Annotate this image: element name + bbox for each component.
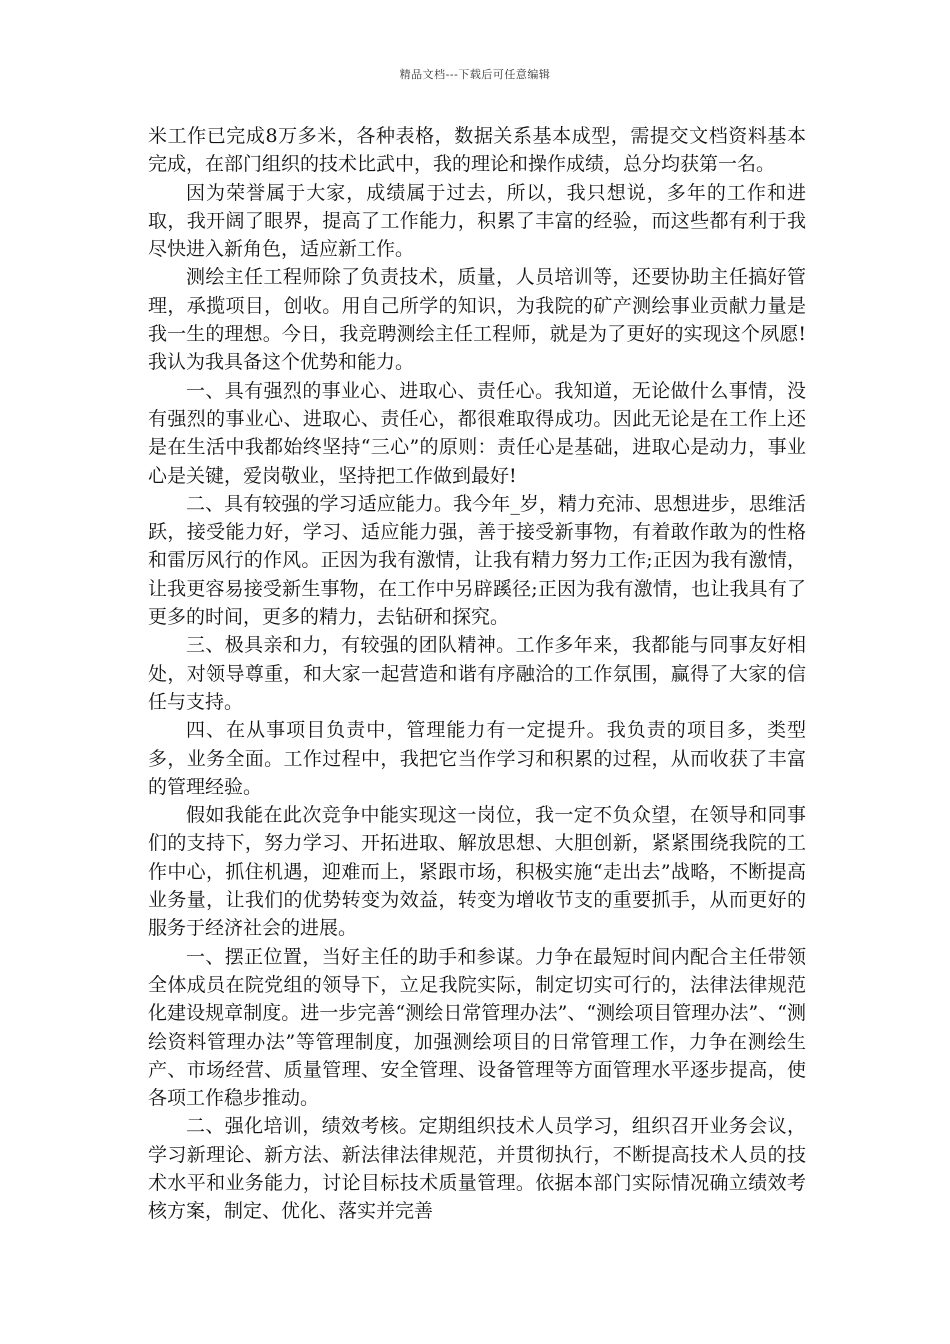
document-body bbox=[148, 122, 806, 1226]
paragraph-role-duties: 测绘主任工程师除了负责技术，质量，人员培训等，还要协助主任搞好管理，承揽项目，创收。用自己所学的知识，为我院的矿产测绘事业贡献力量是我一生的理想。今日，我竞聘测绘主任工程师，就是为了更好的实现这个夙愿!我认为我具备这个优势和能力。 bbox=[148, 266, 806, 374]
paragraph-point-4: 四、在从事项目负责中，管理能力有一定提升。我负责的项目多，类型多，业务全面。工作过程中，我把它当作学习和积累的过程，从而收获了丰富的管理经验。 bbox=[148, 719, 806, 798]
paragraph-continuation: 米工作已完成8万多米，各种表格，数据关系基本成型，需提交文档资料基本完成，在部门组织的技术比武中，我的理论和操作成绩，总分均获第一名。 bbox=[148, 125, 806, 176]
paragraph-point-2: 二、具有较强的学习适应能力。我今年_岁，精力充沛、思想进步，思维活跃，接受能力好，学习、适应能力强，善于接受新事物，有着敢作敢为的性格和雷厉风行的作风。正因为我有激情，让我有精力努力工作;正因为我有激情，让我更容易接受新生事物，在工作中另辟蹊径;正因为我有激情，也让我具有了更多的时间，更多的精力，去钻研和探究。 bbox=[148, 492, 806, 629]
page-header: 精品文档---下载后可任意编辑 bbox=[399, 68, 551, 81]
paragraph-commitment: 假如我能在此次竞争中能实现这一岗位，我一定不负众望，在领导和同事们的支持下，努力学习、开拓进取、解放思想、大胆创新，紧紧围绕我院的工作中心，抓住机遇，迎难而上，紧跟市场，积极实施“走出去”战略，不断提高业务量，让我们的优势转变为效益，转变为增收节支的重要抓手，从而更好的服务于经济社会的进展。 bbox=[148, 804, 806, 940]
paragraph-point-1: 一、具有强烈的事业心、进取心、责任心。我知道，无论做什么事情，没有强烈的事业心、进取心、责任心，都很难取得成功。因此无论是在工作上还是在生活中我都始终坚持“三心”的原则：责任心是基础，进取心是动力，事业心是关键，爱岗敬业，坚持把工作做到最好! bbox=[148, 379, 806, 487]
paragraph-plan-2: 二、强化培训，绩效考核。定期组织技术人员学习，组织召开业务会议，学习新理论、新方法、新法律法律规范，并贯彻执行，不断提高技术人员的技术水平和业务能力，讨论目标技术质量管理。依据本部门实际情况确立绩效考核方案，制定、优化、落实并完善 bbox=[148, 1115, 806, 1223]
paragraph-honor: 因为荣誉属于大家，成绩属于过去，所以，我只想说，多年的工作和进取，我开阔了眼界，提高了工作能力，积累了丰富的经验，而这些都有利于我尽快进入新角色，适应新工作。 bbox=[148, 181, 806, 261]
paragraph-plan-1: 一、摆正位置，当好主任的助手和参谋。力争在最短时间内配合主任带领全体成员在院党组的领导下，立足我院实际，制定切实可行的，法律法律规范化建设规章制度。进一步完善“测绘日常管理办法”、“测绘项目管理办法”、“测绘资料管理办法”等管理制度，加强测绘项目的日常管理工作，力争在测绘生产、市场经营、质量管理、安全管理、设备管理等方面管理水平逐步提高，使各项工作稳步推动。 bbox=[148, 945, 806, 1110]
paragraph-point-3: 三、极具亲和力，有较强的团队精神。工作多年来，我都能与同事友好相处，对领导尊重，和大家一起营造和谐有序融洽的工作氛围，赢得了大家的信任与支持。 bbox=[148, 634, 806, 713]
